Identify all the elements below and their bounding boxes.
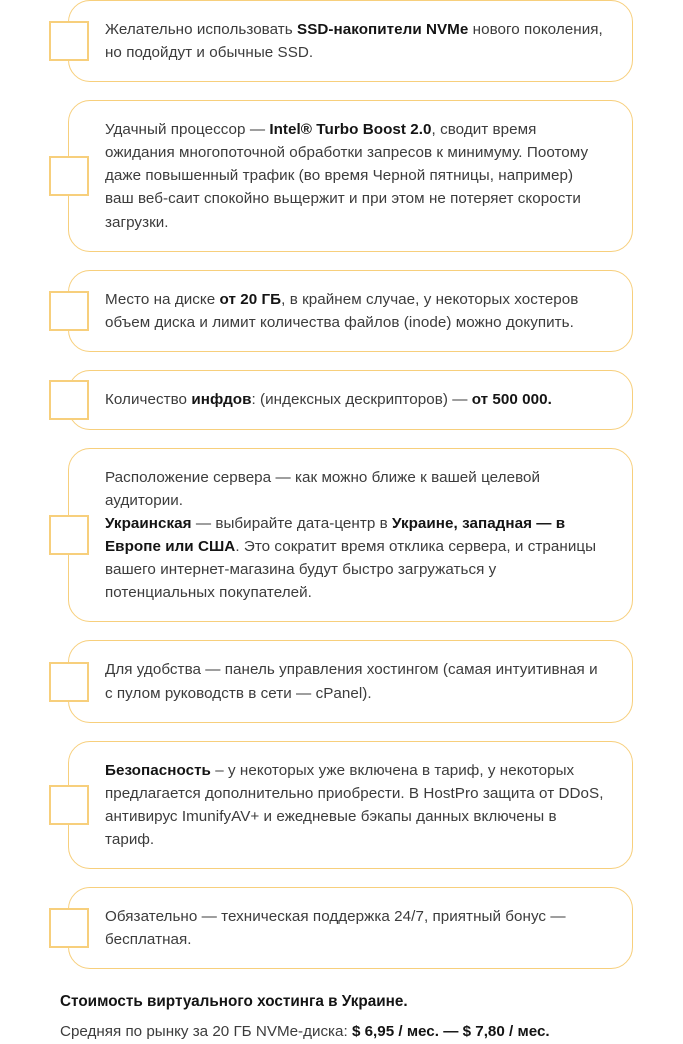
checklist-card	[68, 887, 633, 969]
checklist-item-text: Безопасность – у некоторых уже включена в тариф, у некоторых предлагается дополнительно приобрести. В HostPro защита от DDoS, антивирус ImunifyAV+ и ежедневые бэкапы данных включены в тариф.	[105, 761, 604, 848]
checklist-item-text: Удачный процессор — Intel® Turbo Boost 2.0, сводит время ожидания многопоточной обработки запресов к минимуму. Поотому даже повышенный трафик (во время Черной пятницы, например) ваш веб-саит спокойно вьщержит и при этом не потеряет скорости загрузки.	[105, 121, 589, 231]
checklist-card	[68, 370, 633, 430]
checklist-item-ssd-nvme	[0, 0, 683, 82]
checklist-item-text: Место на диске от 20 ГБ, в крайнем случае, у некоторых хостеров объем диска и лимит количества файлов (inode) можно докупить.	[105, 290, 579, 331]
checklist-item-text: Обязательно — техническая поддержка 24/7, приятный бонус — бесплатная.	[105, 907, 566, 949]
emphasis-text: инфдов	[191, 391, 252, 409]
square-outline-icon	[49, 380, 89, 420]
checklist-item-processor	[0, 100, 683, 251]
pricing-footer-title: Стоимость виртуального хостинга в Украине.	[60, 993, 408, 1011]
square-outline-icon	[49, 908, 89, 948]
emphasis-text: Безопасность	[105, 761, 211, 779]
checklist-item-control-panel	[0, 640, 683, 722]
checklist-card	[68, 0, 633, 82]
square-outline-icon	[49, 291, 89, 331]
checklist-card	[68, 640, 633, 722]
emphasis-text: от 500 000.	[471, 391, 552, 409]
checklist-item-server-location	[0, 448, 683, 623]
checklist-item-text: Расположение сервера — как можно ближе к вашей целевой аудитории. Украинская — выбирайте дата-центр в Украине, западная — в Европе или США. Это сократит время отклика сервера, и страницы вашего интернет-магазина будут быстро загружаться у потенциальных покупателей.	[105, 468, 597, 602]
emphasis-text: Intel® Turbo Boost 2.0	[269, 121, 432, 139]
square-outline-icon	[49, 21, 89, 61]
square-outline-icon	[49, 785, 89, 825]
checklist-item-support	[0, 887, 683, 969]
emphasis-text: Украине, западная — в Европе или США	[105, 515, 566, 556]
square-outline-icon	[49, 156, 89, 196]
checklist-card	[68, 741, 633, 869]
checklist-item-text: Количество инфдов: (индексных дескрипторов) — от 500 000.	[105, 391, 552, 409]
checklist-card	[68, 448, 633, 623]
emphasis-text: $ 6,95 / мес. — $ 7,80 / мес.	[351, 1023, 550, 1041]
emphasis-text: от 20 ГБ	[219, 290, 282, 308]
checklist-item-inodes	[0, 370, 683, 430]
checklist-card	[68, 270, 633, 352]
square-outline-icon	[49, 515, 89, 555]
pricing-footer	[0, 991, 683, 1044]
checklist-item-disk-space	[0, 270, 683, 352]
checklist-item-text: Для удобства — панель управления хостингом (самая интуитивная и с пулом руководств в сети — cPanel).	[105, 661, 598, 702]
checklist-item-security	[0, 741, 683, 869]
checklist-card	[68, 100, 633, 251]
emphasis-text: Украинская	[105, 515, 192, 533]
square-outline-icon	[49, 662, 89, 702]
emphasis-text: SSD-накопители NVMe	[297, 21, 469, 38]
checklist-item-text: Желательно использовать SSD-накопители NVMe нового поколения, но подойдут и обычные SSD.	[105, 21, 603, 62]
pricing-footer-subtitle: Средняя по рынку за 20 ГБ NVMe-диска: $ 6,95 / мес. — $ 7,80 / мес.	[60, 1023, 550, 1041]
